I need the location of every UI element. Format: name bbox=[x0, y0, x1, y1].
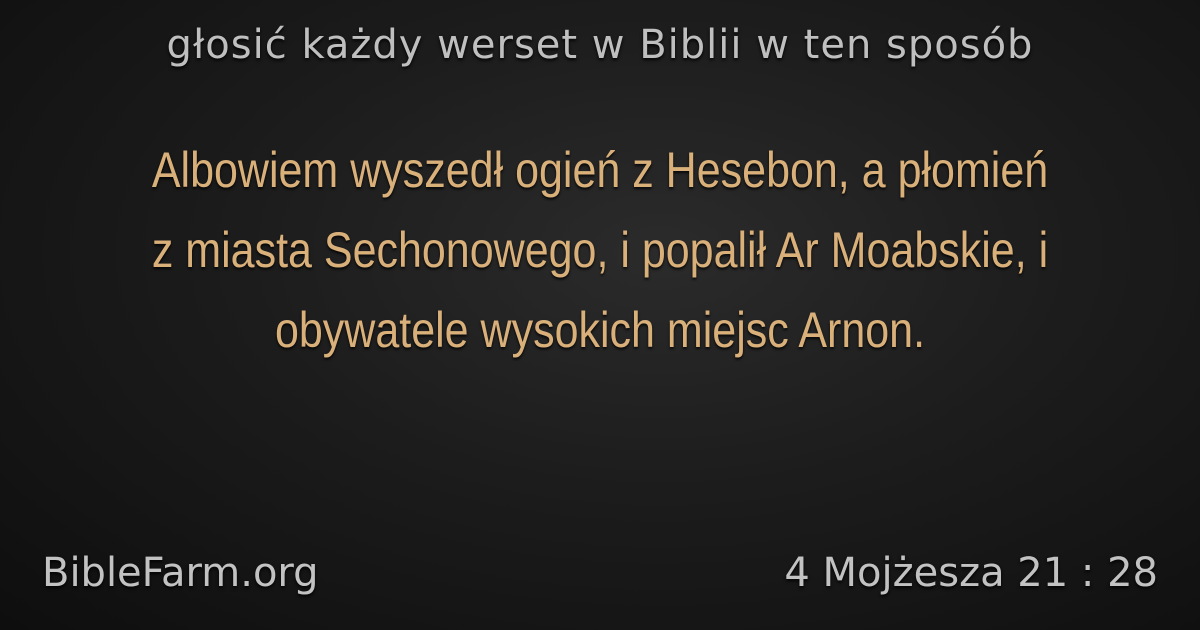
verse-text: Albowiem wyszedł ogień z Hesebon, a płomień z miasta Sechonowego, i popalił Ar Moabskie, i obywatele wysokich miejsc Arnon. bbox=[151, 142, 1049, 358]
tagline: głosić każdy werset w Biblii w ten sposób bbox=[166, 22, 1034, 68]
site-name: BibleFarm.org bbox=[42, 550, 319, 596]
verse-reference: 4 Mojżesza 21 : 28 bbox=[784, 550, 1158, 596]
